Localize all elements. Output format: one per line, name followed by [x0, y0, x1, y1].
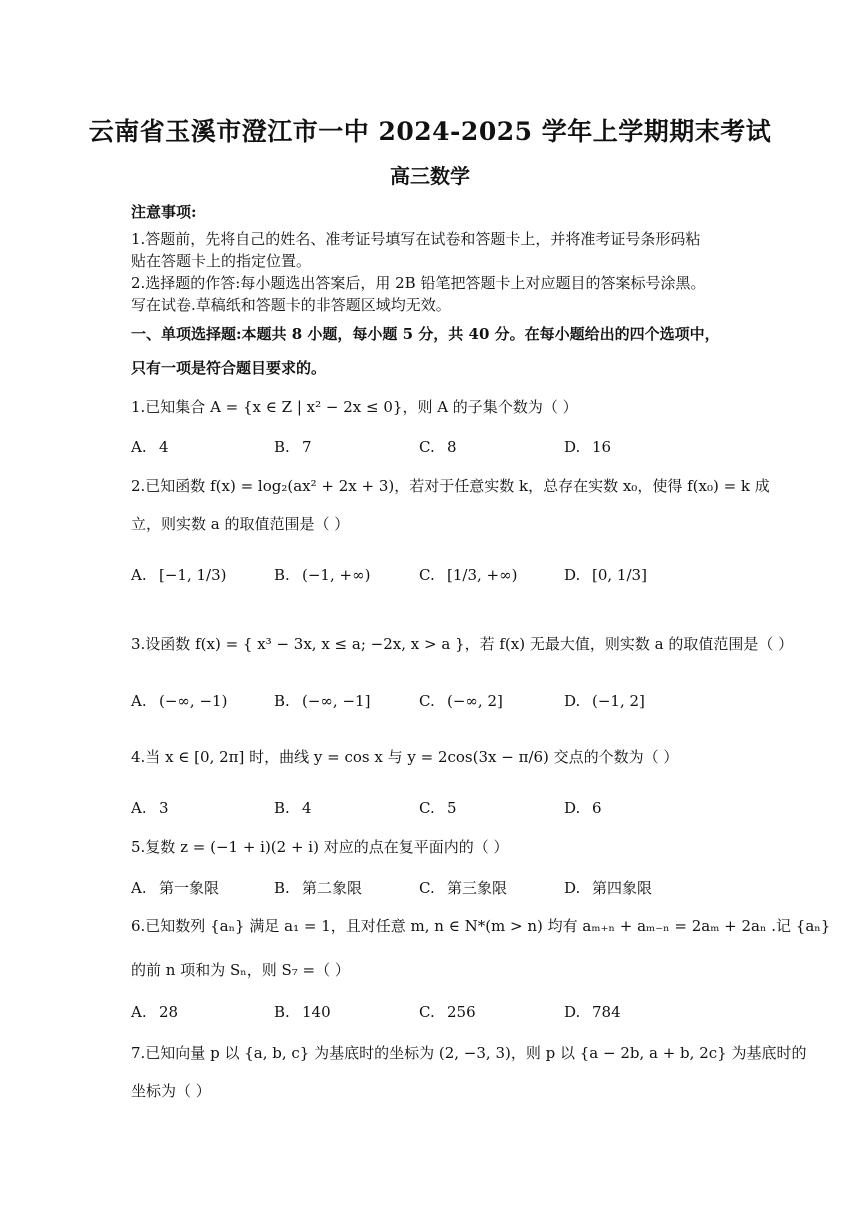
- question-2-stem-line-2: 立，则实数 a 的取值范围是（ ）: [131, 515, 350, 533]
- page-title: 云南省玉溪市澄江市一中 2024-2025 学年上学期期末考试: [88, 117, 772, 146]
- option-b: B. 7: [274, 438, 312, 456]
- option-a: A. [−1, 1/3): [131, 566, 227, 584]
- option-d: D. 16: [564, 438, 612, 456]
- option-d: D. 784: [564, 1003, 621, 1021]
- option-c: C. [1/3, +∞): [419, 566, 518, 584]
- option-a: A. 第一象限: [131, 879, 220, 897]
- question-2-options: [131, 566, 731, 596]
- question-6-options: [131, 1003, 731, 1033]
- question-4-stem: 4.当 x ∈ [0, 2π] 时，曲线 y = cos x 与 y = 2cos(3x − π/6) 交点的个数为（ ）: [131, 748, 679, 766]
- option-d: D. 第四象限: [564, 879, 653, 897]
- option-c: C. 第三象限: [419, 879, 508, 897]
- option-a: A. 28: [131, 1003, 179, 1021]
- option-a: A. 4: [131, 438, 169, 456]
- option-d: D. 6: [564, 799, 602, 817]
- option-c: C. 8: [419, 438, 457, 456]
- option-c: C. 5: [419, 799, 457, 817]
- section-heading-line-2: 只有一项是符合题目要求的。: [131, 359, 327, 377]
- notice-heading: 注意事项:: [131, 203, 197, 221]
- question-3-stem: 3.设函数 f(x) = { x³ − 3x, x ≤ a; −2x, x > a }，若 f(x) 无最大值，则实数 a 的取值范围是（ ）: [131, 635, 794, 653]
- option-b: B. 140: [274, 1003, 331, 1021]
- option-b: B. 第二象限: [274, 879, 363, 897]
- question-6-stem-line-2: 的前 n 项和为 Sₙ，则 S₇ =（ ）: [131, 961, 350, 979]
- notice-item-2-line-2: 写在试卷.草稿纸和答题卡的非答题区域均无效。: [131, 296, 451, 314]
- question-5-stem: 5.复数 z = (−1 + i)(2 + i) 对应的点在复平面内的（ ）: [131, 838, 509, 856]
- question-7-stem-line-2: 坐标为（ ）: [131, 1082, 211, 1100]
- question-6-stem-line-1: 6.已知数列 {aₙ} 满足 a₁ = 1，且对任意 m, n ∈ N*(m > n) 均有 aₘ₊ₙ + aₘ₋ₙ = 2aₘ + 2aₙ .记 {aₙ}: [131, 917, 831, 935]
- notice-item-1-line-1: 1.答题前，先将自己的姓名、准考证号填写在试卷和答题卡上，并将准考证号条形码粘: [131, 230, 701, 248]
- option-d: D. (−1, 2]: [564, 692, 645, 710]
- question-3-options: [131, 692, 731, 722]
- question-5-options: [131, 877, 731, 907]
- option-a: A. 3: [131, 799, 169, 817]
- notice-item-1-line-2: 贴在答题卡上的指定位置。: [131, 252, 312, 270]
- question-2-stem-line-1: 2.已知函数 f(x) = log₂(ax² + 2x + 3)，若对于任意实数 k，总存在实数 x₀，使得 f(x₀) = k 成: [131, 477, 770, 495]
- question-7-stem-line-1: 7.已知向量 p 以 {a, b, c} 为基底时的坐标为 (2, −3, 3)，则 p 以 {a − 2b, a + b, 2c} 为基底时的: [131, 1044, 807, 1062]
- option-b: B. (−∞, −1]: [274, 692, 371, 710]
- option-b: B. 4: [274, 799, 312, 817]
- option-c: C. 256: [419, 1003, 476, 1021]
- page-subtitle: 高三数学: [390, 164, 470, 188]
- option-c: C. (−∞, 2]: [419, 692, 503, 710]
- question-4-options: [131, 799, 731, 829]
- question-1-options: [131, 438, 731, 468]
- option-a: A. (−∞, −1): [131, 692, 228, 710]
- question-1-stem: 1.已知集合 A = {x ∈ Z | x² − 2x ≤ 0}，则 A 的子集个数为（ ）: [131, 398, 578, 416]
- option-d: D. [0, 1/3]: [564, 566, 647, 584]
- notice-item-2-line-1: 2.选择题的作答:每小题选出答案后，用 2B 铅笔把答题卡上对应题目的答案标号涂黑。: [131, 274, 706, 292]
- option-b: B. (−1, +∞): [274, 566, 371, 584]
- section-heading-line-1: 一、单项选择题:本题共 8 小题，每小题 5 分，共 40 分。在每小题给出的四个选项中，: [131, 325, 720, 343]
